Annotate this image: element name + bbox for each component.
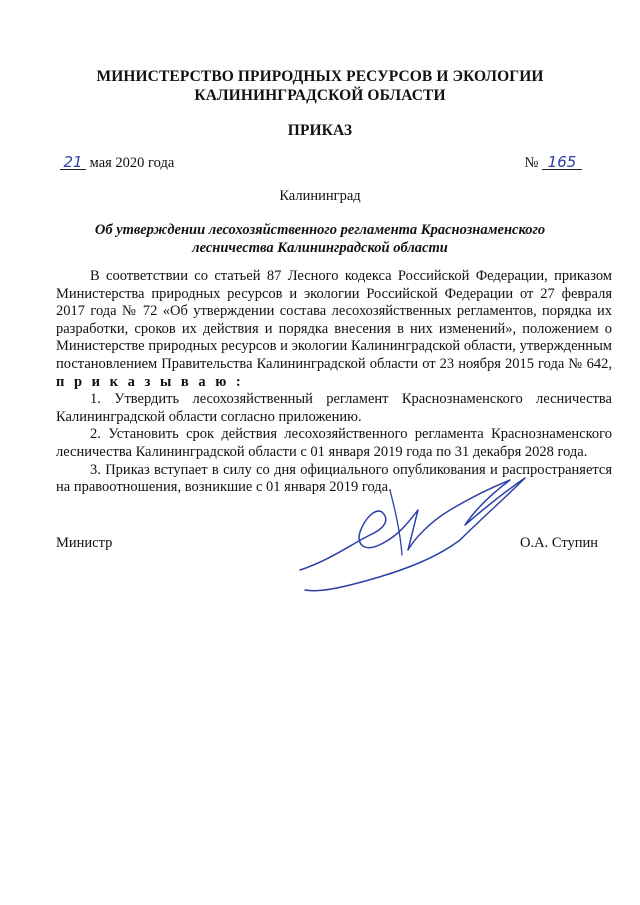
city: Калининград <box>279 188 361 204</box>
signatory-name: О.А. Ступин <box>520 535 598 551</box>
handwritten-signature <box>290 450 550 600</box>
order-item-1: 1. Утвердить лесохозяйственный регламент Краснознаменского лесничества Калининградской области согласно приложению. <box>56 391 612 425</box>
ministry-name-line1: МИНИСТЕРСТВО ПРИРОДНЫХ РЕСУРСОВ И ЭКОЛОГИИ <box>96 68 544 85</box>
signatory-title: Министр <box>56 535 113 551</box>
document-number <box>525 155 582 172</box>
number-sign: № <box>524 155 539 171</box>
subject-line1: Об утверждении лесохозяйственного регламента Краснознаменского <box>94 222 546 238</box>
decree-word: п р и к а з ы в а ю : <box>56 373 244 390</box>
document-date <box>60 155 174 172</box>
preamble-text: В соответствии со статьей 87 Лесного кодекса Российской Федерации, приказом Министерства природных ресурсов и экологии Российской Федерации от 27 февраля 2017 года № 72 «Об утверждении состава лесохозяйственных регламентов, порядка их разработки, сроков их действия и порядка внесения в них изменений», положением о Министерстве природных ресурсов и экологии Калининградской области, утвержденным постановлением Правительства Калининградской области от 23 ноября 2015 года № 642, <box>56 268 612 372</box>
order-item-3: 3. Приказ вступает в силу со дня официального опубликования и распространяется на правоотношения, возникшие с 01 января 2019 года. <box>56 461 612 496</box>
ministry-name-line2: КАЛИНИНГРАДСКОЙ ОБЛАСТИ <box>194 87 446 104</box>
preamble-paragraph <box>56 268 612 391</box>
date-day-handwritten: 21 <box>60 155 86 170</box>
number-handwritten: 165 <box>542 155 582 170</box>
document-type: ПРИКАЗ <box>287 122 353 139</box>
date-month-year: мая 2020 года <box>86 155 175 171</box>
subject-line2: лесничества Калининградской области <box>192 240 448 256</box>
order-item-2: 2. Установить срок действия лесохозяйственного регламента Краснознаменского лесничества Калининградской области с 01 января 2019 года по 31 декабря 2028 года. <box>56 426 612 460</box>
